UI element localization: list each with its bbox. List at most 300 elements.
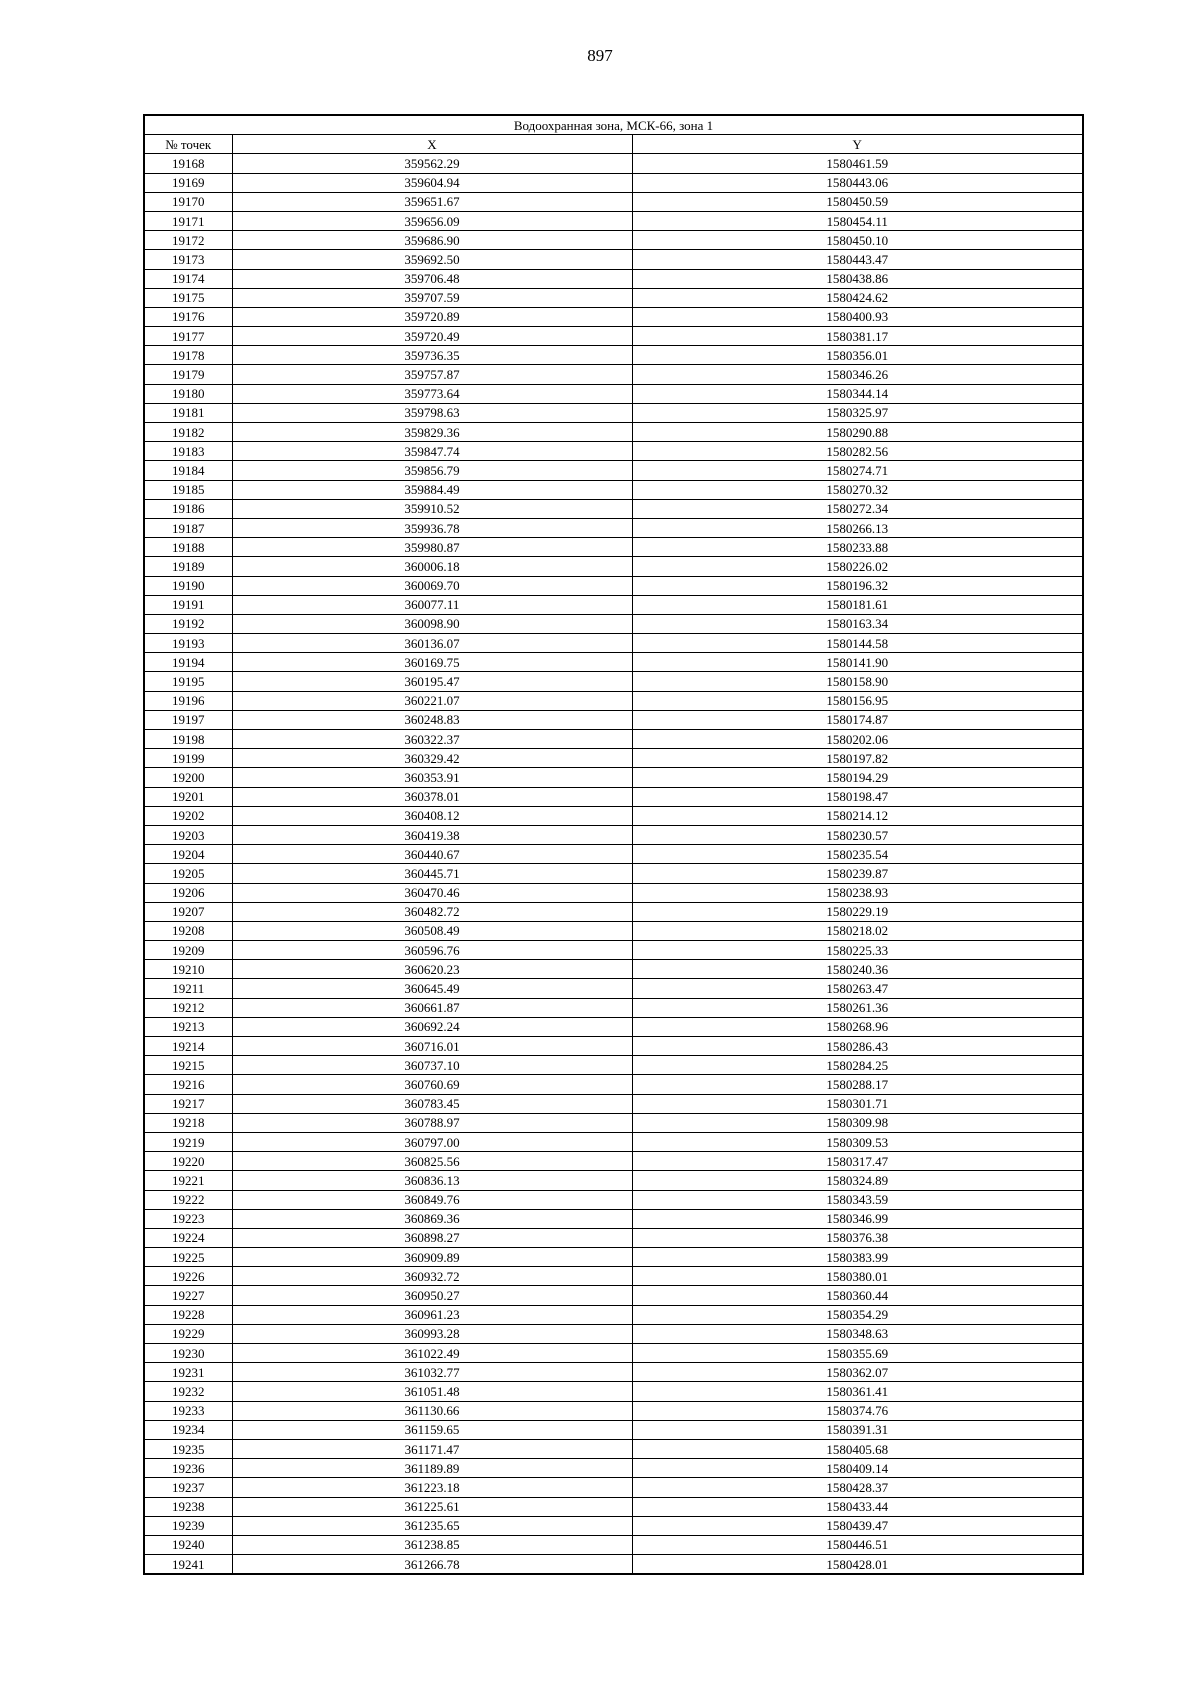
y-cell: 1580309.53 <box>632 1132 1083 1151</box>
point-number-cell: 19207 <box>144 902 232 921</box>
y-cell: 1580348.63 <box>632 1324 1083 1343</box>
y-cell: 1580202.06 <box>632 730 1083 749</box>
y-cell: 1580450.59 <box>632 192 1083 211</box>
y-cell: 1580438.86 <box>632 269 1083 288</box>
y-cell: 1580355.69 <box>632 1344 1083 1363</box>
point-number-cell: 19169 <box>144 173 232 192</box>
table-row <box>144 710 1083 729</box>
page-number: 897 <box>587 46 613 65</box>
table-row <box>144 1439 1083 1458</box>
table-row <box>144 1459 1083 1478</box>
x-cell: 359798.63 <box>232 403 632 422</box>
y-cell: 1580163.34 <box>632 614 1083 633</box>
x-cell: 361130.66 <box>232 1401 632 1420</box>
point-number-cell: 19170 <box>144 192 232 211</box>
point-number-cell: 19222 <box>144 1190 232 1209</box>
point-number-cell: 19223 <box>144 1209 232 1228</box>
table-row <box>144 787 1083 806</box>
y-cell: 1580356.01 <box>632 346 1083 365</box>
y-cell: 1580214.12 <box>632 806 1083 825</box>
table-row <box>144 1363 1083 1382</box>
x-cell: 360788.97 <box>232 1113 632 1132</box>
table-row <box>144 1420 1083 1439</box>
y-cell: 1580290.88 <box>632 423 1083 442</box>
x-cell: 360006.18 <box>232 557 632 576</box>
point-number-cell: 19238 <box>144 1497 232 1516</box>
y-cell: 1580198.47 <box>632 787 1083 806</box>
table-row <box>144 653 1083 672</box>
table-row <box>144 1305 1083 1324</box>
point-number-cell: 19183 <box>144 442 232 461</box>
x-cell: 359720.49 <box>232 327 632 346</box>
y-cell: 1580383.99 <box>632 1248 1083 1267</box>
table-row <box>144 902 1083 921</box>
point-number-cell: 19193 <box>144 634 232 653</box>
point-number-cell: 19201 <box>144 787 232 806</box>
y-cell: 1580409.14 <box>632 1459 1083 1478</box>
table-row <box>144 691 1083 710</box>
table-row <box>144 1535 1083 1554</box>
table-row <box>144 480 1083 499</box>
y-cell: 1580376.38 <box>632 1228 1083 1247</box>
point-number-cell: 19218 <box>144 1113 232 1132</box>
y-cell: 1580391.31 <box>632 1420 1083 1439</box>
point-number-cell: 19234 <box>144 1420 232 1439</box>
table-row <box>144 1056 1083 1075</box>
y-cell: 1580225.33 <box>632 941 1083 960</box>
y-cell: 1580424.62 <box>632 288 1083 307</box>
y-cell: 1580325.97 <box>632 403 1083 422</box>
x-cell: 361022.49 <box>232 1344 632 1363</box>
y-cell: 1580374.76 <box>632 1401 1083 1420</box>
y-cell: 1580446.51 <box>632 1535 1083 1554</box>
coordinates-table <box>143 114 1084 1575</box>
x-cell: 360950.27 <box>232 1286 632 1305</box>
y-cell: 1580344.14 <box>632 384 1083 403</box>
x-cell: 360836.13 <box>232 1171 632 1190</box>
table-row <box>144 211 1083 230</box>
table-row <box>144 845 1083 864</box>
point-number-cell: 19197 <box>144 710 232 729</box>
y-cell: 1580282.56 <box>632 442 1083 461</box>
point-number-cell: 19192 <box>144 614 232 633</box>
x-cell: 360098.90 <box>232 614 632 633</box>
y-cell: 1580443.06 <box>632 173 1083 192</box>
table-row <box>144 806 1083 825</box>
y-cell: 1580428.37 <box>632 1478 1083 1497</box>
x-cell: 359686.90 <box>232 231 632 250</box>
point-number-cell: 19171 <box>144 211 232 230</box>
y-cell: 1580317.47 <box>632 1152 1083 1171</box>
table-row <box>144 1286 1083 1305</box>
x-cell: 360069.70 <box>232 576 632 595</box>
table-row <box>144 1132 1083 1151</box>
y-cell: 1580354.29 <box>632 1305 1083 1324</box>
x-cell: 359707.59 <box>232 288 632 307</box>
x-cell: 361266.78 <box>232 1555 632 1575</box>
x-cell: 360419.38 <box>232 825 632 844</box>
point-number-cell: 19217 <box>144 1094 232 1113</box>
y-cell: 1580156.95 <box>632 691 1083 710</box>
table-row <box>144 1152 1083 1171</box>
x-cell: 360797.00 <box>232 1132 632 1151</box>
y-cell: 1580230.57 <box>632 825 1083 844</box>
y-cell: 1580240.36 <box>632 960 1083 979</box>
x-cell: 360353.91 <box>232 768 632 787</box>
point-number-cell: 19240 <box>144 1535 232 1554</box>
table-row <box>144 883 1083 902</box>
column-header-x: X <box>232 135 632 154</box>
point-number-cell: 19206 <box>144 883 232 902</box>
table-row <box>144 1094 1083 1113</box>
point-number-cell: 19168 <box>144 154 232 173</box>
point-number-cell: 19241 <box>144 1555 232 1575</box>
y-cell: 1580226.02 <box>632 557 1083 576</box>
point-number-cell: 19230 <box>144 1344 232 1363</box>
x-cell: 359847.74 <box>232 442 632 461</box>
table-row <box>144 1190 1083 1209</box>
x-cell: 361159.65 <box>232 1420 632 1439</box>
y-cell: 1580454.11 <box>632 211 1083 230</box>
point-number-cell: 19215 <box>144 1056 232 1075</box>
x-cell: 359980.87 <box>232 538 632 557</box>
x-cell: 360508.49 <box>232 921 632 940</box>
table-row <box>144 365 1083 384</box>
point-number-cell: 19236 <box>144 1459 232 1478</box>
x-cell: 361235.65 <box>232 1516 632 1535</box>
point-number-cell: 19220 <box>144 1152 232 1171</box>
point-number-cell: 19212 <box>144 998 232 1017</box>
table-row <box>144 1555 1083 1575</box>
point-number-cell: 19176 <box>144 307 232 326</box>
table-row <box>144 518 1083 537</box>
x-cell: 359651.67 <box>232 192 632 211</box>
table-row <box>144 1324 1083 1343</box>
y-cell: 1580439.47 <box>632 1516 1083 1535</box>
y-cell: 1580144.58 <box>632 634 1083 653</box>
x-cell: 359562.29 <box>232 154 632 173</box>
point-number-cell: 19184 <box>144 461 232 480</box>
point-number-cell: 19191 <box>144 595 232 614</box>
x-cell: 360825.56 <box>232 1152 632 1171</box>
y-cell: 1580433.44 <box>632 1497 1083 1516</box>
table-row <box>144 998 1083 1017</box>
table-row <box>144 1209 1083 1228</box>
x-cell: 359604.94 <box>232 173 632 192</box>
column-header-y: Y <box>632 135 1083 154</box>
table-row <box>144 384 1083 403</box>
y-cell: 1580261.36 <box>632 998 1083 1017</box>
x-cell: 361238.85 <box>232 1535 632 1554</box>
y-cell: 1580324.89 <box>632 1171 1083 1190</box>
table-row <box>144 768 1083 787</box>
x-cell: 361032.77 <box>232 1363 632 1382</box>
y-cell: 1580428.01 <box>632 1555 1083 1575</box>
table-row <box>144 557 1083 576</box>
point-number-cell: 19229 <box>144 1324 232 1343</box>
point-number-cell: 19210 <box>144 960 232 979</box>
table-row <box>144 595 1083 614</box>
table-row <box>144 403 1083 422</box>
y-cell: 1580239.87 <box>632 864 1083 883</box>
table-row <box>144 1075 1083 1094</box>
x-cell: 360195.47 <box>232 672 632 691</box>
point-number-cell: 19214 <box>144 1037 232 1056</box>
table-row <box>144 614 1083 633</box>
y-cell: 1580174.87 <box>632 710 1083 729</box>
x-cell: 359736.35 <box>232 346 632 365</box>
y-cell: 1580343.59 <box>632 1190 1083 1209</box>
y-cell: 1580361.41 <box>632 1382 1083 1401</box>
point-number-cell: 19209 <box>144 941 232 960</box>
x-cell: 360329.42 <box>232 749 632 768</box>
point-number-cell: 19195 <box>144 672 232 691</box>
y-cell: 1580360.44 <box>632 1286 1083 1305</box>
x-cell: 360869.36 <box>232 1209 632 1228</box>
y-cell: 1580346.99 <box>632 1209 1083 1228</box>
x-cell: 361225.61 <box>232 1497 632 1516</box>
x-cell: 359884.49 <box>232 480 632 499</box>
point-number-cell: 19186 <box>144 499 232 518</box>
y-cell: 1580233.88 <box>632 538 1083 557</box>
x-cell: 360645.49 <box>232 979 632 998</box>
y-cell: 1580272.34 <box>632 499 1083 518</box>
table-row <box>144 1382 1083 1401</box>
y-cell: 1580381.17 <box>632 327 1083 346</box>
point-number-cell: 19178 <box>144 346 232 365</box>
x-cell: 360932.72 <box>232 1267 632 1286</box>
column-header-point-number: № точек <box>144 135 232 154</box>
point-number-cell: 19213 <box>144 1017 232 1036</box>
table-body <box>144 154 1083 1574</box>
y-cell: 1580181.61 <box>632 595 1083 614</box>
table-row <box>144 825 1083 844</box>
table-row <box>144 1516 1083 1535</box>
y-cell: 1580238.93 <box>632 883 1083 902</box>
y-cell: 1580235.54 <box>632 845 1083 864</box>
x-cell: 359692.50 <box>232 250 632 269</box>
table-row <box>144 154 1083 173</box>
point-number-cell: 19204 <box>144 845 232 864</box>
table-row <box>144 672 1083 691</box>
point-number-cell: 19216 <box>144 1075 232 1094</box>
point-number-cell: 19226 <box>144 1267 232 1286</box>
table-row <box>144 960 1083 979</box>
x-cell: 360136.07 <box>232 634 632 653</box>
x-cell: 359720.89 <box>232 307 632 326</box>
x-cell: 359706.48 <box>232 269 632 288</box>
table-row <box>144 538 1083 557</box>
point-number-cell: 19189 <box>144 557 232 576</box>
x-cell: 360993.28 <box>232 1324 632 1343</box>
y-cell: 1580141.90 <box>632 653 1083 672</box>
point-number-cell: 19232 <box>144 1382 232 1401</box>
point-number-cell: 19200 <box>144 768 232 787</box>
x-cell: 361223.18 <box>232 1478 632 1497</box>
point-number-cell: 19205 <box>144 864 232 883</box>
x-cell: 360898.27 <box>232 1228 632 1247</box>
point-number-cell: 19196 <box>144 691 232 710</box>
x-cell: 360849.76 <box>232 1190 632 1209</box>
point-number-cell: 19233 <box>144 1401 232 1420</box>
table-row <box>144 307 1083 326</box>
y-cell: 1580229.19 <box>632 902 1083 921</box>
x-cell: 359936.78 <box>232 518 632 537</box>
point-number-cell: 19194 <box>144 653 232 672</box>
x-cell: 360961.23 <box>232 1305 632 1324</box>
x-cell: 360482.72 <box>232 902 632 921</box>
point-number-cell: 19239 <box>144 1516 232 1535</box>
y-cell: 1580286.43 <box>632 1037 1083 1056</box>
table-row <box>144 231 1083 250</box>
point-number-cell: 19177 <box>144 327 232 346</box>
y-cell: 1580158.90 <box>632 672 1083 691</box>
point-number-cell: 19198 <box>144 730 232 749</box>
x-cell: 359656.09 <box>232 211 632 230</box>
point-number-cell: 19180 <box>144 384 232 403</box>
x-cell: 360077.11 <box>232 595 632 614</box>
y-cell: 1580196.32 <box>632 576 1083 595</box>
y-cell: 1580284.25 <box>632 1056 1083 1075</box>
y-cell: 1580197.82 <box>632 749 1083 768</box>
point-number-cell: 19179 <box>144 365 232 384</box>
x-cell: 360378.01 <box>232 787 632 806</box>
point-number-cell: 19187 <box>144 518 232 537</box>
table-row <box>144 192 1083 211</box>
x-cell: 360440.67 <box>232 845 632 864</box>
x-cell: 360470.46 <box>232 883 632 902</box>
x-cell: 359856.79 <box>232 461 632 480</box>
table-row <box>144 461 1083 480</box>
point-number-cell: 19231 <box>144 1363 232 1382</box>
x-cell: 359773.64 <box>232 384 632 403</box>
table-row <box>144 1037 1083 1056</box>
point-number-cell: 19199 <box>144 749 232 768</box>
y-cell: 1580405.68 <box>632 1439 1083 1458</box>
y-cell: 1580346.26 <box>632 365 1083 384</box>
x-cell: 360445.71 <box>232 864 632 883</box>
table-row <box>144 1267 1083 1286</box>
table-row <box>144 1248 1083 1267</box>
y-cell: 1580362.07 <box>632 1363 1083 1382</box>
x-cell: 361189.89 <box>232 1459 632 1478</box>
x-cell: 359910.52 <box>232 499 632 518</box>
x-cell: 360248.83 <box>232 710 632 729</box>
y-cell: 1580218.02 <box>632 921 1083 940</box>
table-row <box>144 979 1083 998</box>
y-cell: 1580461.59 <box>632 154 1083 173</box>
table-row <box>144 269 1083 288</box>
point-number-cell: 19202 <box>144 806 232 825</box>
x-cell: 360408.12 <box>232 806 632 825</box>
point-number-cell: 19237 <box>144 1478 232 1497</box>
x-cell: 359829.36 <box>232 423 632 442</box>
table-row <box>144 288 1083 307</box>
x-cell: 359757.87 <box>232 365 632 384</box>
table-row <box>144 921 1083 940</box>
x-cell: 360737.10 <box>232 1056 632 1075</box>
y-cell: 1580288.17 <box>632 1075 1083 1094</box>
point-number-cell: 19181 <box>144 403 232 422</box>
point-number-cell: 19173 <box>144 250 232 269</box>
table-row <box>144 1401 1083 1420</box>
table-row <box>144 346 1083 365</box>
table-row <box>144 576 1083 595</box>
table-row <box>144 1497 1083 1516</box>
x-cell: 361171.47 <box>232 1439 632 1458</box>
point-number-cell: 19235 <box>144 1439 232 1458</box>
x-cell: 360661.87 <box>232 998 632 1017</box>
point-number-cell: 19228 <box>144 1305 232 1324</box>
point-number-cell: 19227 <box>144 1286 232 1305</box>
table-row <box>144 1171 1083 1190</box>
table-row <box>144 250 1083 269</box>
point-number-cell: 19224 <box>144 1228 232 1247</box>
point-number-cell: 19190 <box>144 576 232 595</box>
y-cell: 1580380.01 <box>632 1267 1083 1286</box>
table-row <box>144 173 1083 192</box>
point-number-cell: 19185 <box>144 480 232 499</box>
y-cell: 1580450.10 <box>632 231 1083 250</box>
table-row <box>144 423 1083 442</box>
table-row <box>144 499 1083 518</box>
table-row <box>144 1478 1083 1497</box>
point-number-cell: 19175 <box>144 288 232 307</box>
x-cell: 360169.75 <box>232 653 632 672</box>
x-cell: 361051.48 <box>232 1382 632 1401</box>
x-cell: 360909.89 <box>232 1248 632 1267</box>
table-row <box>144 941 1083 960</box>
x-cell: 360620.23 <box>232 960 632 979</box>
y-cell: 1580309.98 <box>632 1113 1083 1132</box>
x-cell: 360322.37 <box>232 730 632 749</box>
y-cell: 1580263.47 <box>632 979 1083 998</box>
y-cell: 1580443.47 <box>632 250 1083 269</box>
table-title: Водоохранная зона, МСК-66, зона 1 <box>144 115 1083 135</box>
y-cell: 1580194.29 <box>632 768 1083 787</box>
point-number-cell: 19174 <box>144 269 232 288</box>
point-number-cell: 19211 <box>144 979 232 998</box>
table-row <box>144 864 1083 883</box>
coordinates-table-container <box>143 114 1082 1575</box>
x-cell: 360783.45 <box>232 1094 632 1113</box>
point-number-cell: 19172 <box>144 231 232 250</box>
y-cell: 1580301.71 <box>632 1094 1083 1113</box>
y-cell: 1580400.93 <box>632 307 1083 326</box>
point-number-cell: 19221 <box>144 1171 232 1190</box>
x-cell: 360596.76 <box>232 941 632 960</box>
y-cell: 1580268.96 <box>632 1017 1083 1036</box>
point-number-cell: 19208 <box>144 921 232 940</box>
table-row <box>144 442 1083 461</box>
y-cell: 1580274.71 <box>632 461 1083 480</box>
table-row <box>144 634 1083 653</box>
x-cell: 360760.69 <box>232 1075 632 1094</box>
x-cell: 360716.01 <box>232 1037 632 1056</box>
point-number-cell: 19225 <box>144 1248 232 1267</box>
table-row <box>144 1017 1083 1036</box>
table-row <box>144 1113 1083 1132</box>
table-row <box>144 1228 1083 1247</box>
x-cell: 360221.07 <box>232 691 632 710</box>
y-cell: 1580270.32 <box>632 480 1083 499</box>
x-cell: 360692.24 <box>232 1017 632 1036</box>
point-number-cell: 19188 <box>144 538 232 557</box>
table-row <box>144 1344 1083 1363</box>
point-number-cell: 19182 <box>144 423 232 442</box>
table-row <box>144 327 1083 346</box>
table-row <box>144 730 1083 749</box>
